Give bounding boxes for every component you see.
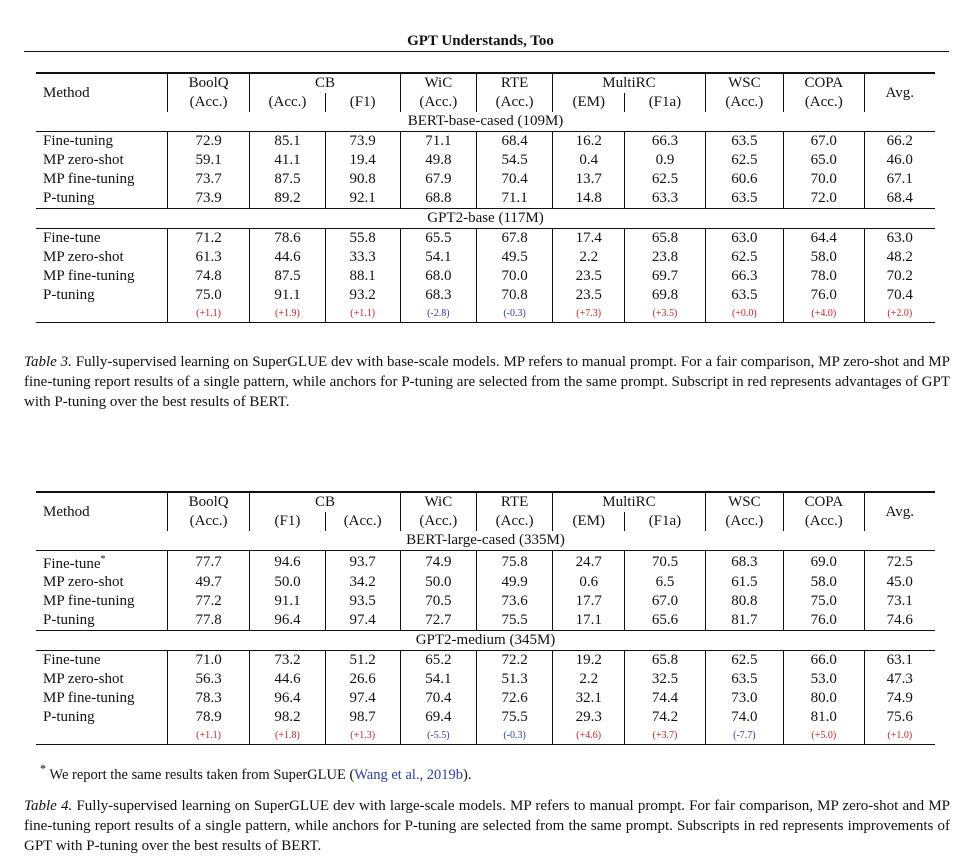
caption-text: Fully-supervised learning on SuperGLUE dev with large-scale models. MP refers to manual prompt. For fair comparison, MP zero-shot and MP fine-tuning report results of a single pattern, while anchors for P-tuning are selected from the same prompt. Subscripts in red represents improvements of GPT with P-tuning over the best results of BERT. [24, 798, 951, 854]
value-cell: 32.1 [553, 689, 625, 708]
value-cell: 54.5 [476, 151, 552, 170]
delta-cell: (+1.1) [325, 305, 400, 323]
table-row [36, 170, 935, 189]
group-header-row [36, 209, 935, 229]
method-cell [36, 286, 167, 305]
value-cell: 54.1 [400, 670, 476, 689]
value-cell: 67.9 [400, 170, 476, 189]
delta-cell: (-7.7) [705, 727, 783, 745]
value-cell: 0.4 [553, 151, 625, 170]
metric-label: (F1) [250, 512, 325, 531]
value-cell: 68.4 [886, 190, 913, 206]
value-cell: 63.5 [705, 286, 783, 305]
value-cell: 66.0 [784, 651, 864, 671]
delta-cell: (+1.8) [250, 727, 325, 745]
method-name: MP zero-shot [43, 249, 124, 265]
value-cell: 73.2 [250, 651, 325, 671]
value-cell: 68.3 [705, 551, 783, 574]
value-cell: 60.6 [705, 170, 783, 189]
value-cell: 48.2 [886, 249, 913, 265]
column-header-avg: Avg. [864, 73, 935, 112]
value-cell: 87.5 [250, 170, 325, 189]
method-cell [36, 170, 167, 189]
value-cell: 74.9 [400, 551, 476, 574]
value-cell: 61.3 [167, 248, 250, 267]
caption-text: Fully-supervised learning on SuperGLUE dev with base-scale models. MP refers to manual prompt. For a fair comparison, MP zero-shot and MP fine-tuning report results of a single pattern, while anchors for P-tuning are selected from the same prompt. Subscript in red represents advantages of GPT with P-tuning over the best results of BERT. [24, 354, 950, 410]
method-cell [36, 670, 167, 689]
column-header-method: Method [36, 492, 167, 531]
value-cell: 14.8 [553, 189, 625, 209]
value-cell: 32.5 [625, 670, 705, 689]
value-cell: 67.1 [886, 171, 913, 187]
delta-cell: (+1.9) [250, 305, 325, 323]
metric-label: (Acc.) [784, 93, 864, 112]
value-cell: 93.2 [325, 286, 400, 305]
value-cell: 63.0 [705, 229, 783, 249]
column-header-cb: CB [250, 73, 400, 93]
method-cell [36, 229, 167, 249]
method-cell [36, 689, 167, 708]
value-cell: 78.6 [250, 229, 325, 249]
method-name: MP fine-tuning [43, 171, 135, 187]
method-cell [36, 592, 167, 611]
column-header-wic: WiC [400, 492, 476, 512]
value-cell: 98.2 [250, 708, 325, 727]
delta-cell: (+1.1) [167, 727, 250, 745]
group-title: GPT2-medium (345M) [36, 631, 935, 651]
value-cell: 71.0 [167, 651, 250, 671]
value-cell: 68.8 [400, 189, 476, 209]
value-cell: 72.0 [784, 189, 864, 209]
value-cell: 93.7 [325, 551, 400, 574]
table-4 [36, 491, 935, 745]
value-cell: 19.2 [553, 651, 625, 671]
citation-link[interactable]: Wang et al., 2019b [354, 766, 464, 783]
value-cell: 94.6 [250, 551, 325, 574]
value-cell: 63.5 [705, 670, 783, 689]
method-cell [36, 551, 167, 574]
group-header-row [36, 631, 935, 651]
metric-label: (EM) [553, 512, 625, 531]
value-cell: 72.2 [476, 651, 552, 671]
value-cell: 89.2 [250, 189, 325, 209]
value-cell: 74.8 [167, 267, 250, 286]
table-4-caption [24, 796, 950, 856]
value-cell: 2.2 [553, 248, 625, 267]
table-subheader-row [36, 512, 935, 531]
column-header-cb: CB [250, 492, 400, 512]
value-cell: 19.4 [325, 151, 400, 170]
value-cell: 16.2 [553, 132, 625, 152]
method-name: P-tuning [43, 612, 95, 628]
value-cell: 70.4 [476, 170, 552, 189]
method-name: P-tuning [43, 709, 95, 725]
value-cell: 50.0 [250, 573, 325, 592]
table-row [36, 689, 935, 708]
value-cell: 65.5 [400, 229, 476, 249]
value-cell: 75.6 [886, 709, 913, 725]
value-cell: 70.5 [625, 551, 705, 574]
value-cell: 73.6 [476, 592, 552, 611]
footnote-text: We report the same results taken from SuperGLUE ( [49, 766, 355, 783]
value-cell: 74.4 [625, 689, 705, 708]
value-cell: 74.6 [886, 612, 913, 628]
value-cell: 51.2 [325, 651, 400, 671]
value-cell: 17.1 [553, 611, 625, 631]
value-cell: 72.9 [167, 132, 250, 152]
method-cell [36, 151, 167, 170]
value-cell: 87.5 [250, 267, 325, 286]
method-name: P-tuning [43, 287, 95, 303]
value-cell: 66.3 [705, 267, 783, 286]
column-header-boolq: BoolQ [167, 492, 250, 512]
table-row [36, 670, 935, 689]
method-name: Fine-tune [43, 652, 101, 668]
metric-label: (Acc.) [400, 93, 476, 112]
value-cell: 76.0 [784, 286, 864, 305]
value-cell: 78.9 [167, 708, 250, 727]
value-cell: 65.8 [625, 651, 705, 671]
value-cell: 41.1 [250, 151, 325, 170]
method-cell [36, 132, 167, 152]
value-cell: 74.0 [705, 708, 783, 727]
value-cell: 96.4 [250, 611, 325, 631]
group-title: BERT-base-cased (109M) [36, 112, 935, 132]
value-cell: 85.1 [250, 132, 325, 152]
value-cell: 81.7 [705, 611, 783, 631]
value-cell: 67.0 [625, 592, 705, 611]
value-cell: 72.7 [400, 611, 476, 631]
value-cell: 24.7 [553, 551, 625, 574]
group-title: GPT2-base (117M) [36, 209, 935, 229]
column-header-rte: RTE [476, 73, 552, 93]
delta-cell: (+3.7) [625, 727, 705, 745]
method-name: MP zero-shot [43, 671, 124, 687]
value-cell: 71.1 [476, 189, 552, 209]
column-header-avg: Avg. [864, 492, 935, 531]
metric-label: (F1) [325, 93, 400, 112]
delta-row [36, 727, 935, 745]
delta-cell: (+4.6) [553, 727, 625, 745]
method-cell [36, 267, 167, 286]
method-name: MP fine-tuning [43, 690, 135, 706]
delta-cell: (+1.1) [167, 305, 250, 323]
method-cell [36, 708, 167, 727]
metric-label: (Acc.) [325, 512, 400, 531]
value-cell: 13.7 [553, 170, 625, 189]
value-cell: 75.5 [476, 708, 552, 727]
column-header-wsc: WSC [705, 492, 783, 512]
value-cell: 68.3 [400, 286, 476, 305]
caption-label: Table 3. [24, 354, 72, 370]
column-header-method: Method [36, 73, 167, 112]
value-cell: 73.7 [167, 170, 250, 189]
value-cell: 97.4 [325, 689, 400, 708]
value-cell: 69.7 [625, 267, 705, 286]
metric-label: (Acc.) [167, 512, 250, 531]
metric-label: (Acc.) [705, 512, 783, 531]
metric-label: (EM) [553, 93, 625, 112]
value-cell: 62.5 [705, 651, 783, 671]
value-cell: 26.6 [325, 670, 400, 689]
method-cell [36, 189, 167, 209]
value-cell: 93.5 [325, 592, 400, 611]
column-header-wic: WiC [400, 73, 476, 93]
column-header-multirc: MultiRC [553, 73, 705, 93]
value-cell: 53.0 [784, 670, 864, 689]
delta-cell: (+1.0) [864, 727, 935, 745]
value-cell: 63.1 [886, 652, 913, 668]
value-cell: 63.0 [886, 230, 913, 246]
value-cell: 23.8 [625, 248, 705, 267]
group-title: BERT-large-cased (335M) [36, 531, 935, 551]
value-cell: 69.8 [625, 286, 705, 305]
value-cell: 88.1 [325, 267, 400, 286]
value-cell: 29.3 [553, 708, 625, 727]
value-cell: 77.7 [167, 551, 250, 574]
value-cell: 91.1 [250, 286, 325, 305]
table-header-row [36, 73, 935, 93]
value-cell: 0.6 [553, 573, 625, 592]
footnote-end: ). [463, 766, 472, 783]
value-cell: 73.9 [325, 132, 400, 152]
column-header-multirc: MultiRC [553, 492, 705, 512]
value-cell: 0.9 [625, 151, 705, 170]
value-cell: 62.5 [625, 170, 705, 189]
value-cell: 77.8 [167, 611, 250, 631]
method-cell [36, 651, 167, 671]
delta-cell: (-0.3) [476, 727, 552, 745]
table-row [36, 229, 935, 249]
delta-cell: (+5.0) [784, 727, 864, 745]
method-name: MP zero-shot [43, 152, 124, 168]
column-header-rte: RTE [476, 492, 552, 512]
value-cell: 68.0 [400, 267, 476, 286]
table-row [36, 651, 935, 671]
value-cell: 76.0 [784, 611, 864, 631]
delta-cell: (-2.8) [400, 305, 476, 323]
delta-cell: (+3.5) [625, 305, 705, 323]
value-cell: 70.8 [476, 286, 552, 305]
value-cell: 71.1 [400, 132, 476, 152]
value-cell: 63.3 [625, 189, 705, 209]
value-cell: 65.8 [625, 229, 705, 249]
metric-label: (Acc.) [476, 93, 552, 112]
value-cell: 70.4 [886, 287, 913, 303]
value-cell: 50.0 [400, 573, 476, 592]
table-row [36, 286, 935, 305]
method-name: Fine-tune [43, 556, 101, 572]
value-cell: 45.0 [886, 574, 913, 590]
table-3-caption [24, 352, 950, 412]
footnote-mark: * [40, 762, 47, 776]
group-header-row [36, 112, 935, 132]
value-cell: 23.5 [553, 286, 625, 305]
metric-label: (Acc.) [705, 93, 783, 112]
table-row [36, 132, 935, 152]
table-row [36, 248, 935, 267]
value-cell: 92.1 [325, 189, 400, 209]
metric-label: (Acc.) [784, 512, 864, 531]
metric-label: (F1a) [625, 93, 705, 112]
method-name: MP fine-tuning [43, 268, 135, 284]
value-cell: 97.4 [325, 611, 400, 631]
value-cell: 75.0 [167, 286, 250, 305]
value-cell: 98.7 [325, 708, 400, 727]
column-header-copa: COPA [784, 492, 864, 512]
value-cell: 51.3 [476, 670, 552, 689]
value-cell: 6.5 [625, 573, 705, 592]
value-cell: 58.0 [784, 573, 864, 592]
delta-cell: (+4.0) [784, 305, 864, 323]
table-subheader-row [36, 93, 935, 112]
value-cell: 96.4 [250, 689, 325, 708]
method-cell [36, 573, 167, 592]
footnote-mark: * [100, 554, 106, 565]
value-cell: 70.4 [400, 689, 476, 708]
column-header-wsc: WSC [705, 73, 783, 93]
value-cell: 65.2 [400, 651, 476, 671]
value-cell: 34.2 [325, 573, 400, 592]
value-cell: 73.1 [886, 593, 913, 609]
delta-cell: (-0.3) [476, 305, 552, 323]
column-header-copa: COPA [784, 73, 864, 93]
group-header-row [36, 531, 935, 551]
metric-label: (Acc.) [167, 93, 250, 112]
delta-cell: (+2.0) [864, 305, 935, 323]
value-cell: 70.0 [784, 170, 864, 189]
caption-label: Table 4. [24, 798, 73, 814]
header-rule [24, 51, 949, 52]
value-cell: 77.2 [167, 592, 250, 611]
table-row [36, 573, 935, 592]
table-4-footnote [40, 762, 472, 784]
metric-label: (Acc.) [476, 512, 552, 531]
method-name: Fine-tune [43, 230, 101, 246]
value-cell: 66.2 [886, 133, 913, 149]
value-cell: 80.8 [705, 592, 783, 611]
table-row [36, 551, 935, 574]
value-cell: 49.9 [476, 573, 552, 592]
value-cell: 81.0 [784, 708, 864, 727]
value-cell: 55.8 [325, 229, 400, 249]
value-cell: 65.6 [625, 611, 705, 631]
method-name: P-tuning [43, 190, 95, 206]
value-cell: 73.0 [705, 689, 783, 708]
delta-cell: (+1.3) [325, 727, 400, 745]
metric-label: (F1a) [625, 512, 705, 531]
value-cell: 90.8 [325, 170, 400, 189]
value-cell: 44.6 [250, 248, 325, 267]
metric-label: (Acc.) [250, 93, 325, 112]
value-cell: 69.0 [784, 551, 864, 574]
table-row [36, 267, 935, 286]
value-cell: 70.0 [476, 267, 552, 286]
table-row [36, 708, 935, 727]
value-cell: 44.6 [250, 670, 325, 689]
value-cell: 63.5 [705, 189, 783, 209]
value-cell: 68.4 [476, 132, 552, 152]
value-cell: 80.0 [784, 689, 864, 708]
value-cell: 74.2 [625, 708, 705, 727]
value-cell: 47.3 [886, 671, 913, 687]
value-cell: 75.5 [476, 611, 552, 631]
value-cell: 67.0 [784, 132, 864, 152]
value-cell: 66.3 [625, 132, 705, 152]
table-row [36, 151, 935, 170]
method-cell [36, 611, 167, 631]
method-cell [36, 248, 167, 267]
value-cell: 91.1 [250, 592, 325, 611]
value-cell: 78.0 [784, 267, 864, 286]
value-cell: 75.8 [476, 551, 552, 574]
table-row [36, 611, 935, 631]
value-cell: 71.2 [167, 229, 250, 249]
delta-cell: (+7.3) [553, 305, 625, 323]
column-header-boolq: BoolQ [167, 73, 250, 93]
table-row [36, 189, 935, 209]
method-name: MP zero-shot [43, 574, 124, 590]
empty-cell [36, 305, 167, 323]
running-title: GPT Understands, Too [407, 33, 554, 49]
value-cell: 74.9 [886, 690, 913, 706]
value-cell: 63.5 [705, 132, 783, 152]
method-name: MP fine-tuning [43, 593, 135, 609]
value-cell: 75.0 [784, 592, 864, 611]
value-cell: 17.4 [553, 229, 625, 249]
delta-row [36, 305, 935, 323]
value-cell: 17.7 [553, 592, 625, 611]
delta-cell: (+0.0) [705, 305, 783, 323]
value-cell: 72.5 [886, 553, 913, 570]
value-cell: 58.0 [784, 248, 864, 267]
value-cell: 2.2 [553, 670, 625, 689]
table-header-row [36, 492, 935, 512]
value-cell: 62.5 [705, 248, 783, 267]
value-cell: 67.8 [476, 229, 552, 249]
value-cell: 33.3 [325, 248, 400, 267]
value-cell: 56.3 [167, 670, 250, 689]
value-cell: 70.2 [886, 268, 913, 284]
delta-cell: (-5.5) [400, 727, 476, 745]
table-3 [36, 72, 935, 323]
value-cell: 54.1 [400, 248, 476, 267]
value-cell: 62.5 [705, 151, 783, 170]
value-cell: 46.0 [886, 152, 913, 168]
value-cell: 49.5 [476, 248, 552, 267]
empty-cell [36, 727, 167, 745]
value-cell: 73.9 [167, 189, 250, 209]
value-cell: 49.8 [400, 151, 476, 170]
value-cell: 72.6 [476, 689, 552, 708]
value-cell: 65.0 [784, 151, 864, 170]
value-cell: 23.5 [553, 267, 625, 286]
value-cell: 59.1 [167, 151, 250, 170]
value-cell: 69.4 [400, 708, 476, 727]
value-cell: 78.3 [167, 689, 250, 708]
method-name: Fine-tuning [43, 133, 113, 149]
value-cell: 49.7 [167, 573, 250, 592]
value-cell: 70.5 [400, 592, 476, 611]
value-cell: 61.5 [705, 573, 783, 592]
metric-label: (Acc.) [400, 512, 476, 531]
table-row [36, 592, 935, 611]
value-cell: 64.4 [784, 229, 864, 249]
